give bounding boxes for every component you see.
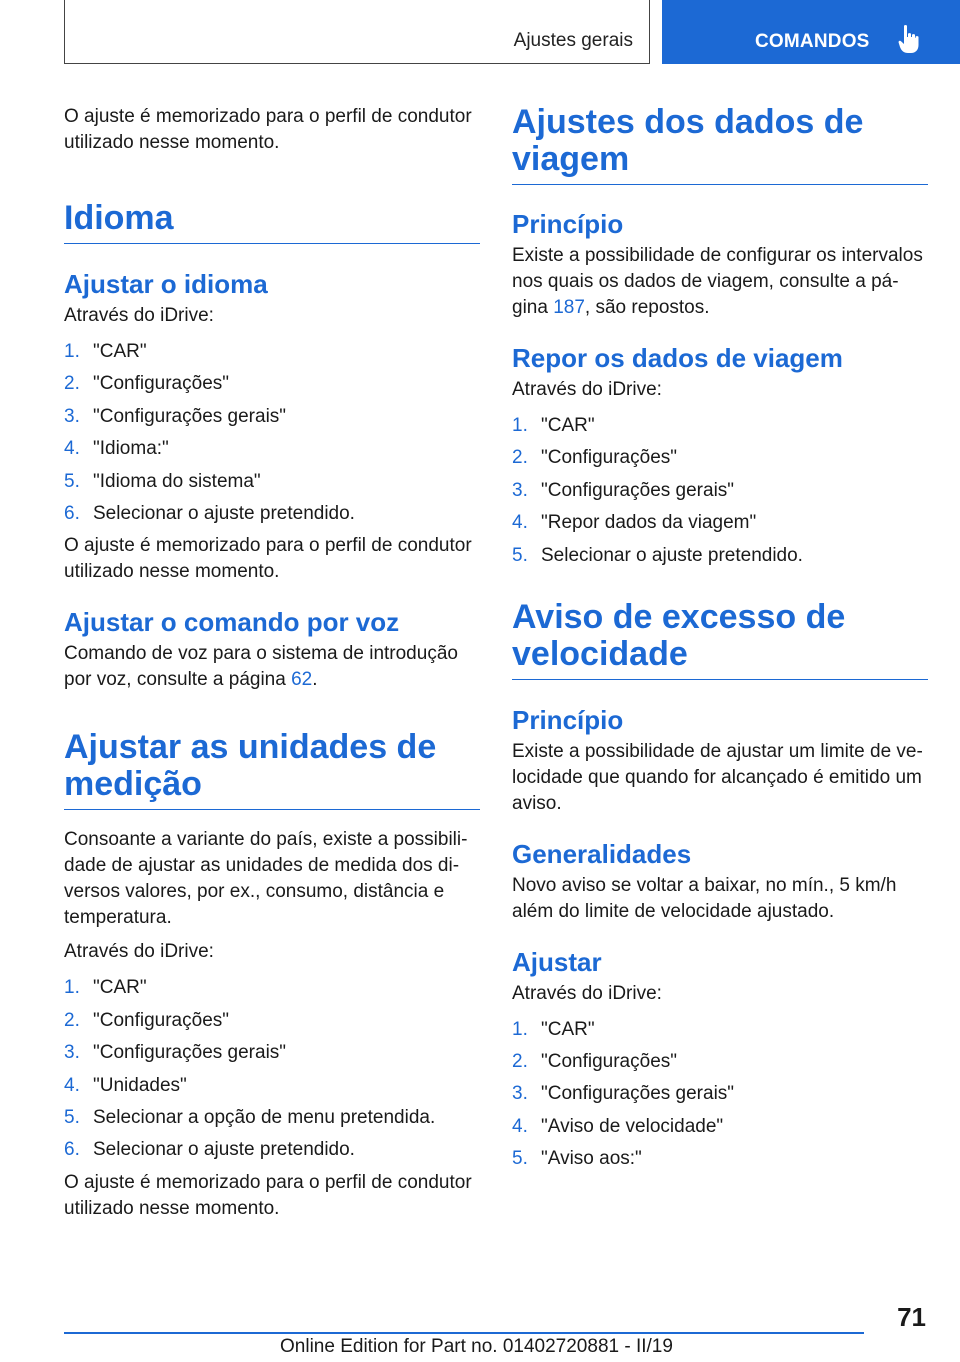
list-item — [64, 404, 480, 430]
step-text: "Idioma:" — [93, 438, 169, 460]
step-text: "Configurações gerais" — [541, 1083, 735, 1105]
list-item — [64, 1105, 480, 1131]
principio-viagem-text-start: Existe a possibilidade de configurar os intervalos nos quais os dados de viagem, consulte a pá-gina — [512, 245, 923, 318]
step-number: 4. — [512, 1115, 528, 1137]
comando-voz-text-start: Comando de voz para o sistema de introdução por voz, consulte a página — [64, 643, 458, 691]
step-text: "Configurações gerais" — [93, 405, 287, 427]
header-section-title: Ajustes gerais — [513, 30, 633, 51]
step-text: "Configurações gerais" — [541, 479, 735, 501]
step-number: 4. — [512, 512, 528, 534]
step-number: 2. — [512, 447, 528, 469]
via-idrive-text: Através do iDrive: — [64, 941, 214, 963]
list-item — [512, 445, 928, 471]
list-item — [64, 975, 480, 1001]
heading-unidades: Ajustar as unidades de medição — [64, 729, 480, 810]
step-number: 5. — [512, 544, 528, 566]
list-item — [64, 501, 480, 527]
step-number: 4. — [64, 438, 80, 460]
step-number: 2. — [64, 373, 80, 395]
principio-viagem-text-end: , são repostos. — [584, 297, 710, 318]
step-number: 6. — [64, 502, 80, 524]
step-number: 5. — [512, 1148, 528, 1170]
footer-edition: Online Edition for Part no. 01402720881 - II/19 — [280, 1336, 673, 1357]
steps-list-aviso — [512, 1017, 928, 1173]
step-text: Selecionar o ajuste pretendido. — [93, 1139, 355, 1161]
step-number: 3. — [64, 405, 80, 427]
list-item — [512, 1049, 928, 1075]
header-chapter-tab[interactable] — [662, 0, 960, 64]
page-link-62[interactable]: 62 — [291, 669, 313, 691]
list-item — [64, 1137, 480, 1163]
step-text: "Unidades" — [93, 1074, 187, 1096]
list-item — [512, 510, 928, 536]
heading-ajustar-aviso: Ajustar — [512, 946, 602, 977]
left-column — [64, 104, 480, 1222]
unidades-intro: Consoante a variante do país, existe a possibili-dade de ajustar as unidades de medida dos di-versos valores, por ex., consumo, distância e temperatura. — [64, 829, 468, 929]
step-text: "CAR" — [93, 977, 147, 999]
principio-aviso-text: Existe a possibilidade de ajustar um limite de ve-locidade que quando for alcançado é emitido um aviso. — [512, 740, 923, 814]
page-link-187[interactable]: 187 — [553, 297, 585, 318]
list-item — [64, 1040, 480, 1066]
step-number: 4. — [64, 1074, 80, 1096]
step-text: "Configurações" — [93, 373, 230, 395]
step-number: 3. — [512, 1083, 528, 1105]
step-text: "Aviso aos:" — [541, 1148, 642, 1170]
step-number: 3. — [64, 1042, 80, 1064]
list-item — [64, 1008, 480, 1034]
steps-list-unidades — [64, 975, 480, 1163]
heading-repor-dados: Repor os dados de viagem — [512, 343, 843, 373]
step-number: 1. — [64, 341, 80, 362]
intro-note: O ajuste é memorizado para o perfil de condutor utilizado nesse momento. — [64, 106, 472, 153]
step-text: "CAR" — [541, 415, 595, 436]
list-item — [512, 1114, 928, 1140]
header-chapter-label: COMANDOS — [755, 31, 870, 52]
step-text: Selecionar o ajuste pretendido. — [541, 544, 803, 566]
heading-idioma: Idioma — [64, 200, 480, 244]
heading-aviso-velocidade: Aviso de excesso de velocidade — [512, 599, 928, 680]
list-item — [64, 469, 480, 495]
heading-dados-viagem: Ajustes dos dados de viagem — [512, 104, 928, 185]
memorized-note: O ajuste é memorizado para o perfil de condutor utilizado nesse momento. — [64, 535, 472, 583]
step-number: 2. — [64, 1009, 80, 1031]
step-text: "Configurações gerais" — [93, 1042, 287, 1064]
list-item — [64, 436, 480, 462]
step-text: "Aviso de velocidade" — [541, 1115, 724, 1137]
step-number: 3. — [512, 479, 528, 501]
list-item — [512, 1146, 928, 1172]
comando-voz-text-end: . — [312, 669, 318, 691]
via-idrive-text: Através do iDrive: — [512, 982, 662, 1004]
steps-list-repor — [512, 413, 928, 569]
step-number: 1. — [64, 977, 80, 999]
step-text: "Configurações" — [541, 447, 678, 469]
list-item — [512, 478, 928, 504]
step-number: 5. — [64, 1106, 80, 1128]
step-number: 1. — [512, 1018, 528, 1040]
generalidades-text: Novo aviso se voltar a baixar, no mín., 5 km/h além do limite de velocidade ajustado. — [512, 874, 897, 922]
step-number: 6. — [64, 1139, 80, 1161]
heading-generalidades: Generalidades — [512, 838, 692, 869]
list-item — [512, 1081, 928, 1107]
heading-ajustar-idioma: Ajustar o idioma — [64, 269, 268, 299]
list-item — [512, 1017, 928, 1043]
via-idrive-text: Através do iDrive: — [512, 379, 662, 400]
memorized-note: O ajuste é memorizado para o perfil de condutor utilizado nesse momento. — [64, 1171, 472, 1219]
right-column — [512, 104, 928, 1179]
list-item — [64, 371, 480, 397]
page-number: 71 — [897, 1302, 926, 1332]
step-text: "CAR" — [541, 1018, 595, 1040]
heading-principio-aviso: Princípio — [512, 704, 624, 735]
header-section-box — [64, 0, 650, 64]
step-text: "Configurações" — [93, 1009, 230, 1031]
step-number: 5. — [64, 470, 80, 492]
step-text: "Repor dados da viagem" — [541, 512, 757, 534]
via-idrive-text: Através do iDrive: — [64, 305, 214, 326]
step-text: Selecionar o ajuste pretendido. — [93, 502, 355, 524]
step-text: "Configurações" — [541, 1050, 678, 1072]
step-text: Selecionar a opção de menu pretendida. — [93, 1106, 436, 1128]
list-item — [512, 543, 928, 569]
page-header — [0, 0, 960, 66]
pointing-hand-icon — [898, 24, 920, 54]
list-item — [512, 413, 928, 439]
footer-divider — [64, 1332, 864, 1334]
heading-principio-viagem: Princípio — [512, 209, 624, 239]
steps-list-idioma — [64, 339, 480, 527]
comando-voz-text — [64, 641, 480, 693]
principio-viagem-text — [512, 243, 928, 321]
step-number: 2. — [512, 1050, 528, 1072]
step-number: 1. — [512, 415, 528, 436]
list-item — [64, 339, 480, 365]
step-text: "Idioma do sistema" — [93, 470, 261, 492]
step-text: "CAR" — [93, 341, 147, 362]
heading-comando-voz: Ajustar o comando por voz — [64, 607, 400, 638]
list-item — [64, 1073, 480, 1099]
